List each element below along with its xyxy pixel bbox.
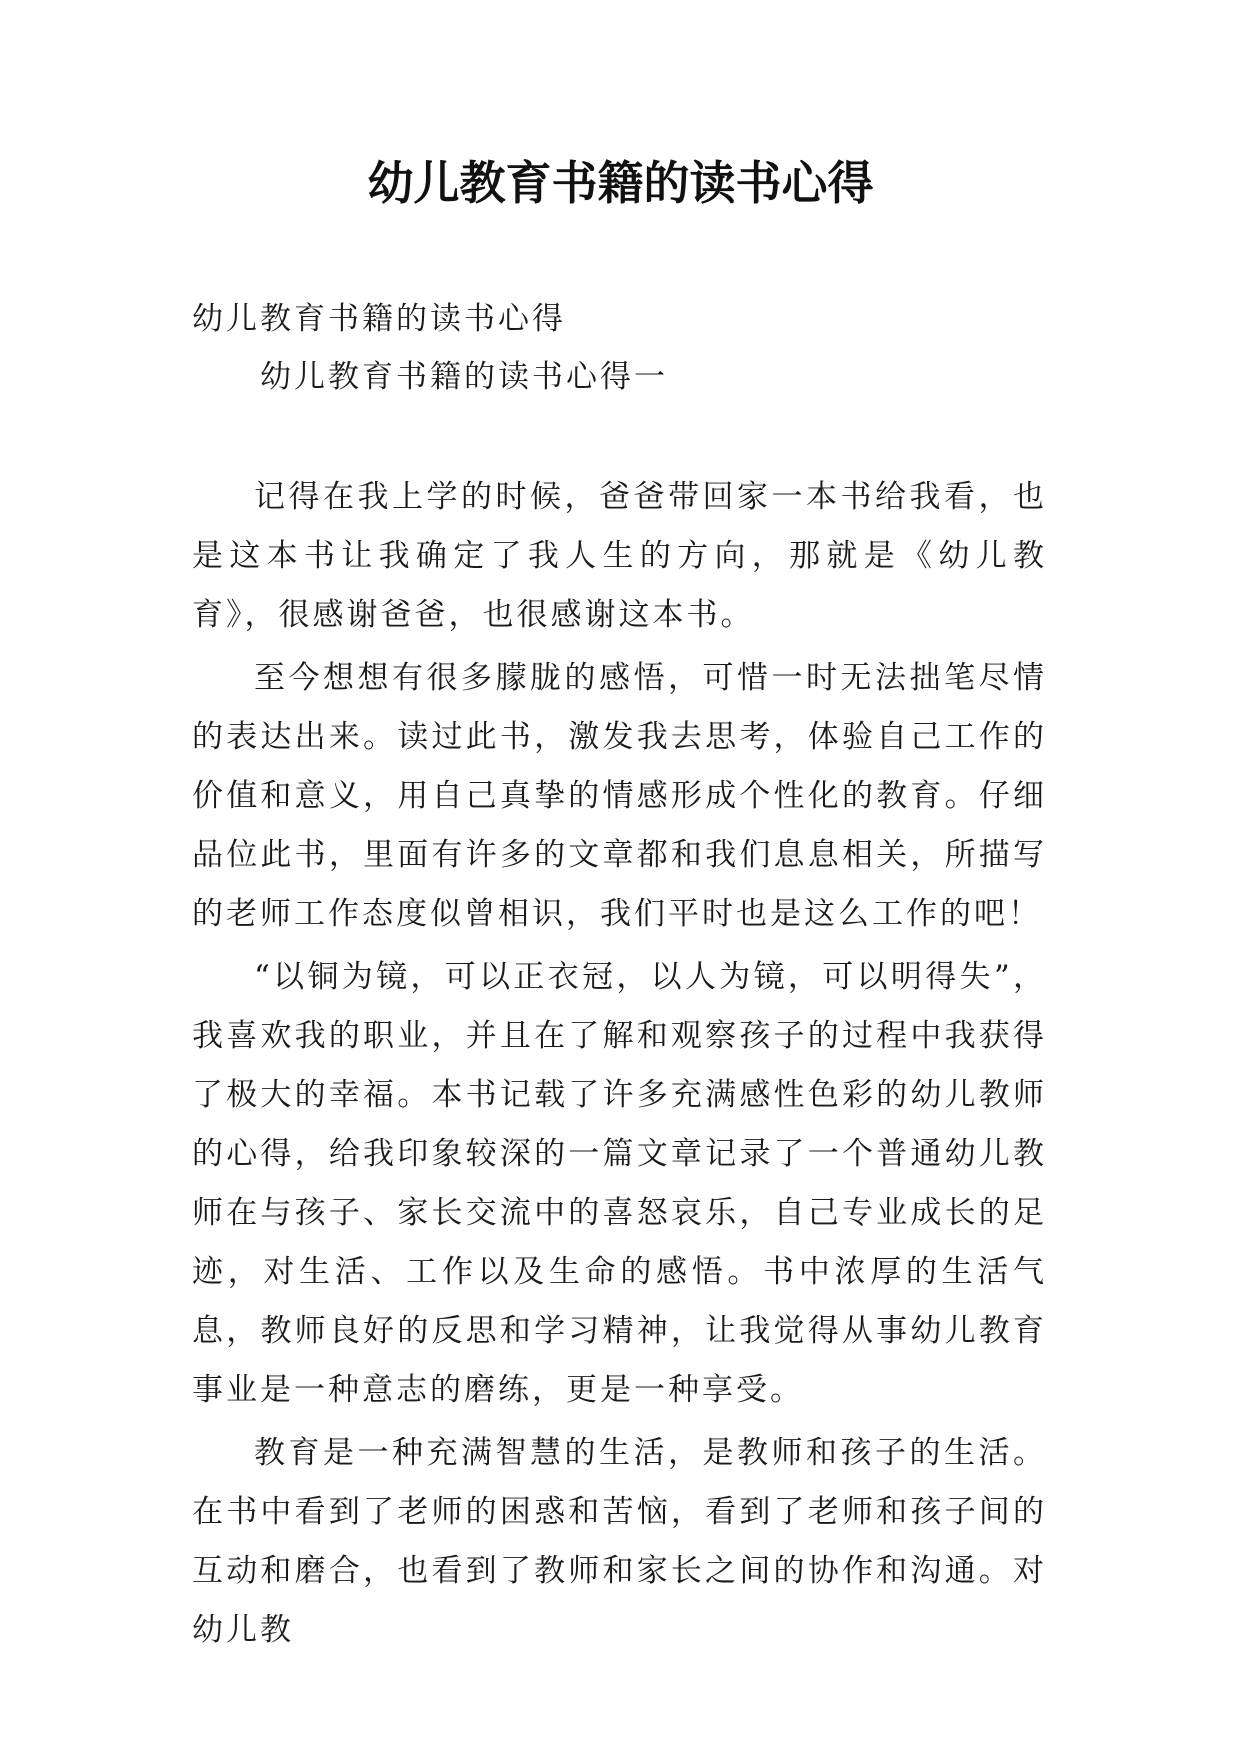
paragraph-2: 至今想想有很多朦胧的感悟，可惜一时无法拙笔尽情的表达出来。读过此书，激发我去思考，体验自己工作的价值和意义，用自己真挚的情感形成个性化的教育。仔细品位此书，里面有许多的文章都和我们息息相关，所描写的老师工作态度似曾相识，我们平时也是这么工作的吧！	[192, 660, 1047, 932]
paragraph-3: “以铜为镜，可以正衣冠，以人为镜，可以明得失”，我喜欢我的职业，并且在了解和观察孩子的过程中我获得了极大的幸福。本书记载了许多充满感性色彩的幼儿教师的心得，给我印象较深的一篇文章记录了一个普通幼儿教师在与孩子、家长交流中的喜怒哀乐，自己专业成长的足迹，对生活、工作以及生命的感悟。书中浓厚的生活气息，教师良好的反思和学习精神，让我觉得从事幼儿教育事业是一种意志的磨练，更是一种享受。	[192, 959, 1047, 1408]
paragraph-4: 教育是一种充满智慧的生活，是教师和孩子的生活。在书中看到了老师的困惑和苦恼，看到了老师和孩子间的互动和磨合，也看到了教师和家长之间的协作和沟通。对幼儿教	[192, 1435, 1047, 1648]
document-title: 幼儿教育书籍的读书心得	[367, 156, 874, 210]
document-body	[192, 290, 1047, 1664]
blank-line	[192, 406, 1047, 468]
section-heading: 幼儿教育书籍的读书心得	[192, 301, 566, 337]
paragraph-1: 记得在我上学的时候，爸爸带回家一本书给我看，也是这本书让我确定了我人生的方向，那就是《幼儿教育》，很感谢爸爸，也很感谢这本书。	[192, 479, 1047, 633]
section-subheading: 幼儿教育书籍的读书心得一	[260, 359, 668, 395]
